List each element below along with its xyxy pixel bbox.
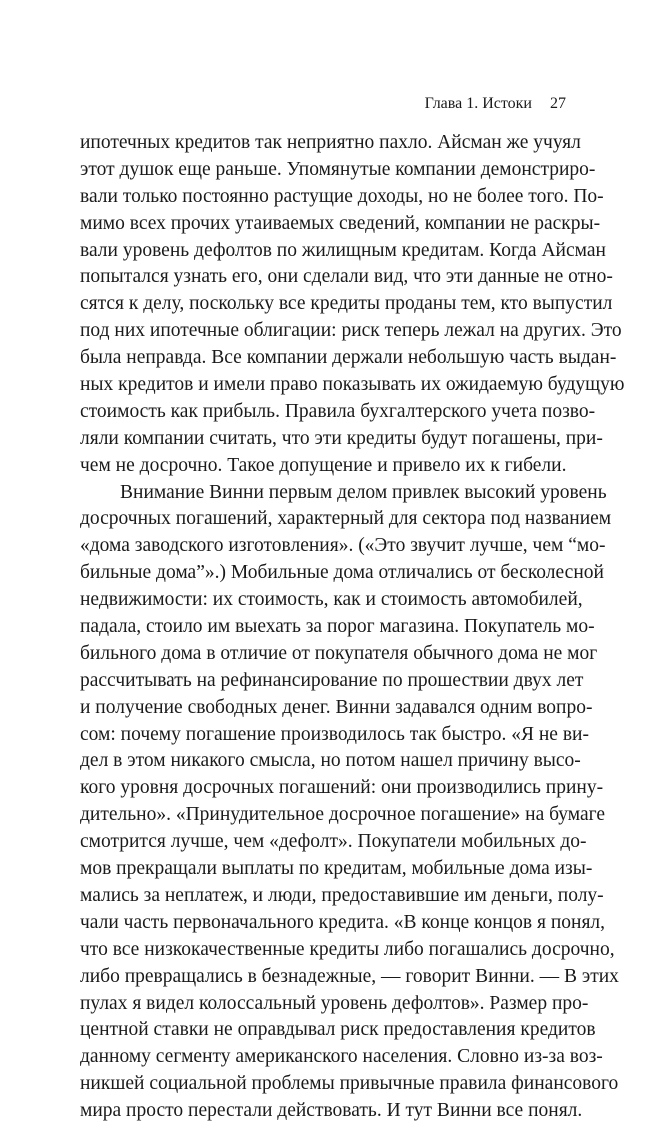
text-line: попытался узнать его, они сделали вид, что эти данные не отно- bbox=[80, 266, 613, 288]
text-line: этот душок еще раньше. Упомянутые компании демонстриро- bbox=[80, 158, 596, 180]
text-line: никшей социальной проблемы привычные правила финансового bbox=[80, 1073, 619, 1095]
text-line: мались за неплатеж, и люди, предоставившие им деньги, полу- bbox=[80, 884, 604, 906]
text-line: падала, стоило им выехать за порог магазина. Покупатель мо- bbox=[80, 616, 595, 638]
text-line: недвижимости: их стоимость, как и стоимость автомобилей, bbox=[80, 589, 583, 611]
page-number: 27 bbox=[550, 95, 566, 112]
text-line: кого уровня досрочных погашений: они производились прину- bbox=[80, 777, 604, 799]
text-line: вали только постоянно растущие доходы, но не более того. По- bbox=[80, 185, 604, 207]
text-line: мимо всех прочих утаиваемых сведений, компании не раскры- bbox=[80, 212, 601, 234]
text-line: смотрится лучше, чем «дефолт». Покупатели мобильных до- bbox=[80, 831, 587, 853]
text-line: пулах я видел колоссальный уровень дефолтов». Размер про- bbox=[80, 992, 589, 1014]
text-line: Внимание Винни первым делом привлек высокий уровень bbox=[120, 481, 607, 503]
text-line: данному сегменту американского населения. Словно из-за воз- bbox=[80, 1046, 603, 1068]
text-line: либо превращались в безнадежные, — говорит Винни. — В этих bbox=[80, 965, 619, 987]
text-line: вали уровень дефолтов по жилищным кредитам. Когда Айсман bbox=[80, 239, 606, 261]
text-line: бильного дома в отличие от покупателя обычного дома не мог bbox=[80, 642, 598, 664]
text-line: дел в этом никакого смысла, но потом нашел причину высо- bbox=[80, 750, 581, 772]
text-line: досрочных погашений, характерный для сектора под названием bbox=[80, 508, 612, 530]
text-line: бильные дома”».) Мобильные дома отличались от бесколесной bbox=[80, 562, 604, 584]
text-line: под них ипотечные облигации: риск теперь лежал на других. Это bbox=[80, 320, 622, 342]
text-line: «дома заводского изготовления». («Это звучит лучше, чем “мо- bbox=[80, 535, 606, 557]
text-line: сятся к делу, поскольку все кредиты проданы тем, кто выпустил bbox=[80, 293, 613, 315]
running-head bbox=[425, 94, 566, 114]
text-line: ипотечных кредитов так неприятно пахло. Айсман же учуял bbox=[80, 132, 581, 153]
chapter-title: Глава 1. Истоки bbox=[424, 95, 532, 112]
body-text bbox=[80, 130, 625, 1125]
text-line: сом: почему погашение производилось так быстро. «Я не ви- bbox=[80, 723, 589, 745]
text-line: стоимость как прибыль. Правила бухгалтерского учета позво- bbox=[80, 400, 596, 422]
text-line: что все низкокачественные кредиты либо погашались досрочно, bbox=[80, 938, 615, 960]
text-line: была неправда. Все компании держали небольшую часть выдан- bbox=[80, 347, 617, 369]
text-line: чем не досрочно. Такое допущение и привело их к гибели. bbox=[80, 454, 567, 476]
text-line: центной ставки не оправдывал риск предоставления кредитов bbox=[80, 1019, 596, 1041]
text-line: мов прекращали выплаты по кредитам, мобильные дома изы- bbox=[80, 858, 593, 880]
paragraph bbox=[80, 130, 625, 480]
text-line: мира просто перестали действовать. И тут Винни все понял. bbox=[80, 1100, 583, 1122]
text-line: и получение свободных денег. Винни задавался одним вопро- bbox=[80, 696, 593, 718]
text-line: ляли компании считать, что эти кредиты будут погашены, при- bbox=[80, 427, 603, 449]
paragraph bbox=[80, 480, 619, 1125]
text-line: ных кредитов и имели право показывать их ожидаемую будущую bbox=[80, 374, 625, 396]
text-line: дительно». «Принудительное досрочное погашение» на бумаге bbox=[80, 804, 606, 826]
text-line: чали часть первоначального кредита. «В конце концов я понял, bbox=[80, 911, 606, 933]
text-line: рассчитывать на рефинансирование по прошествии двух лет bbox=[80, 669, 584, 691]
